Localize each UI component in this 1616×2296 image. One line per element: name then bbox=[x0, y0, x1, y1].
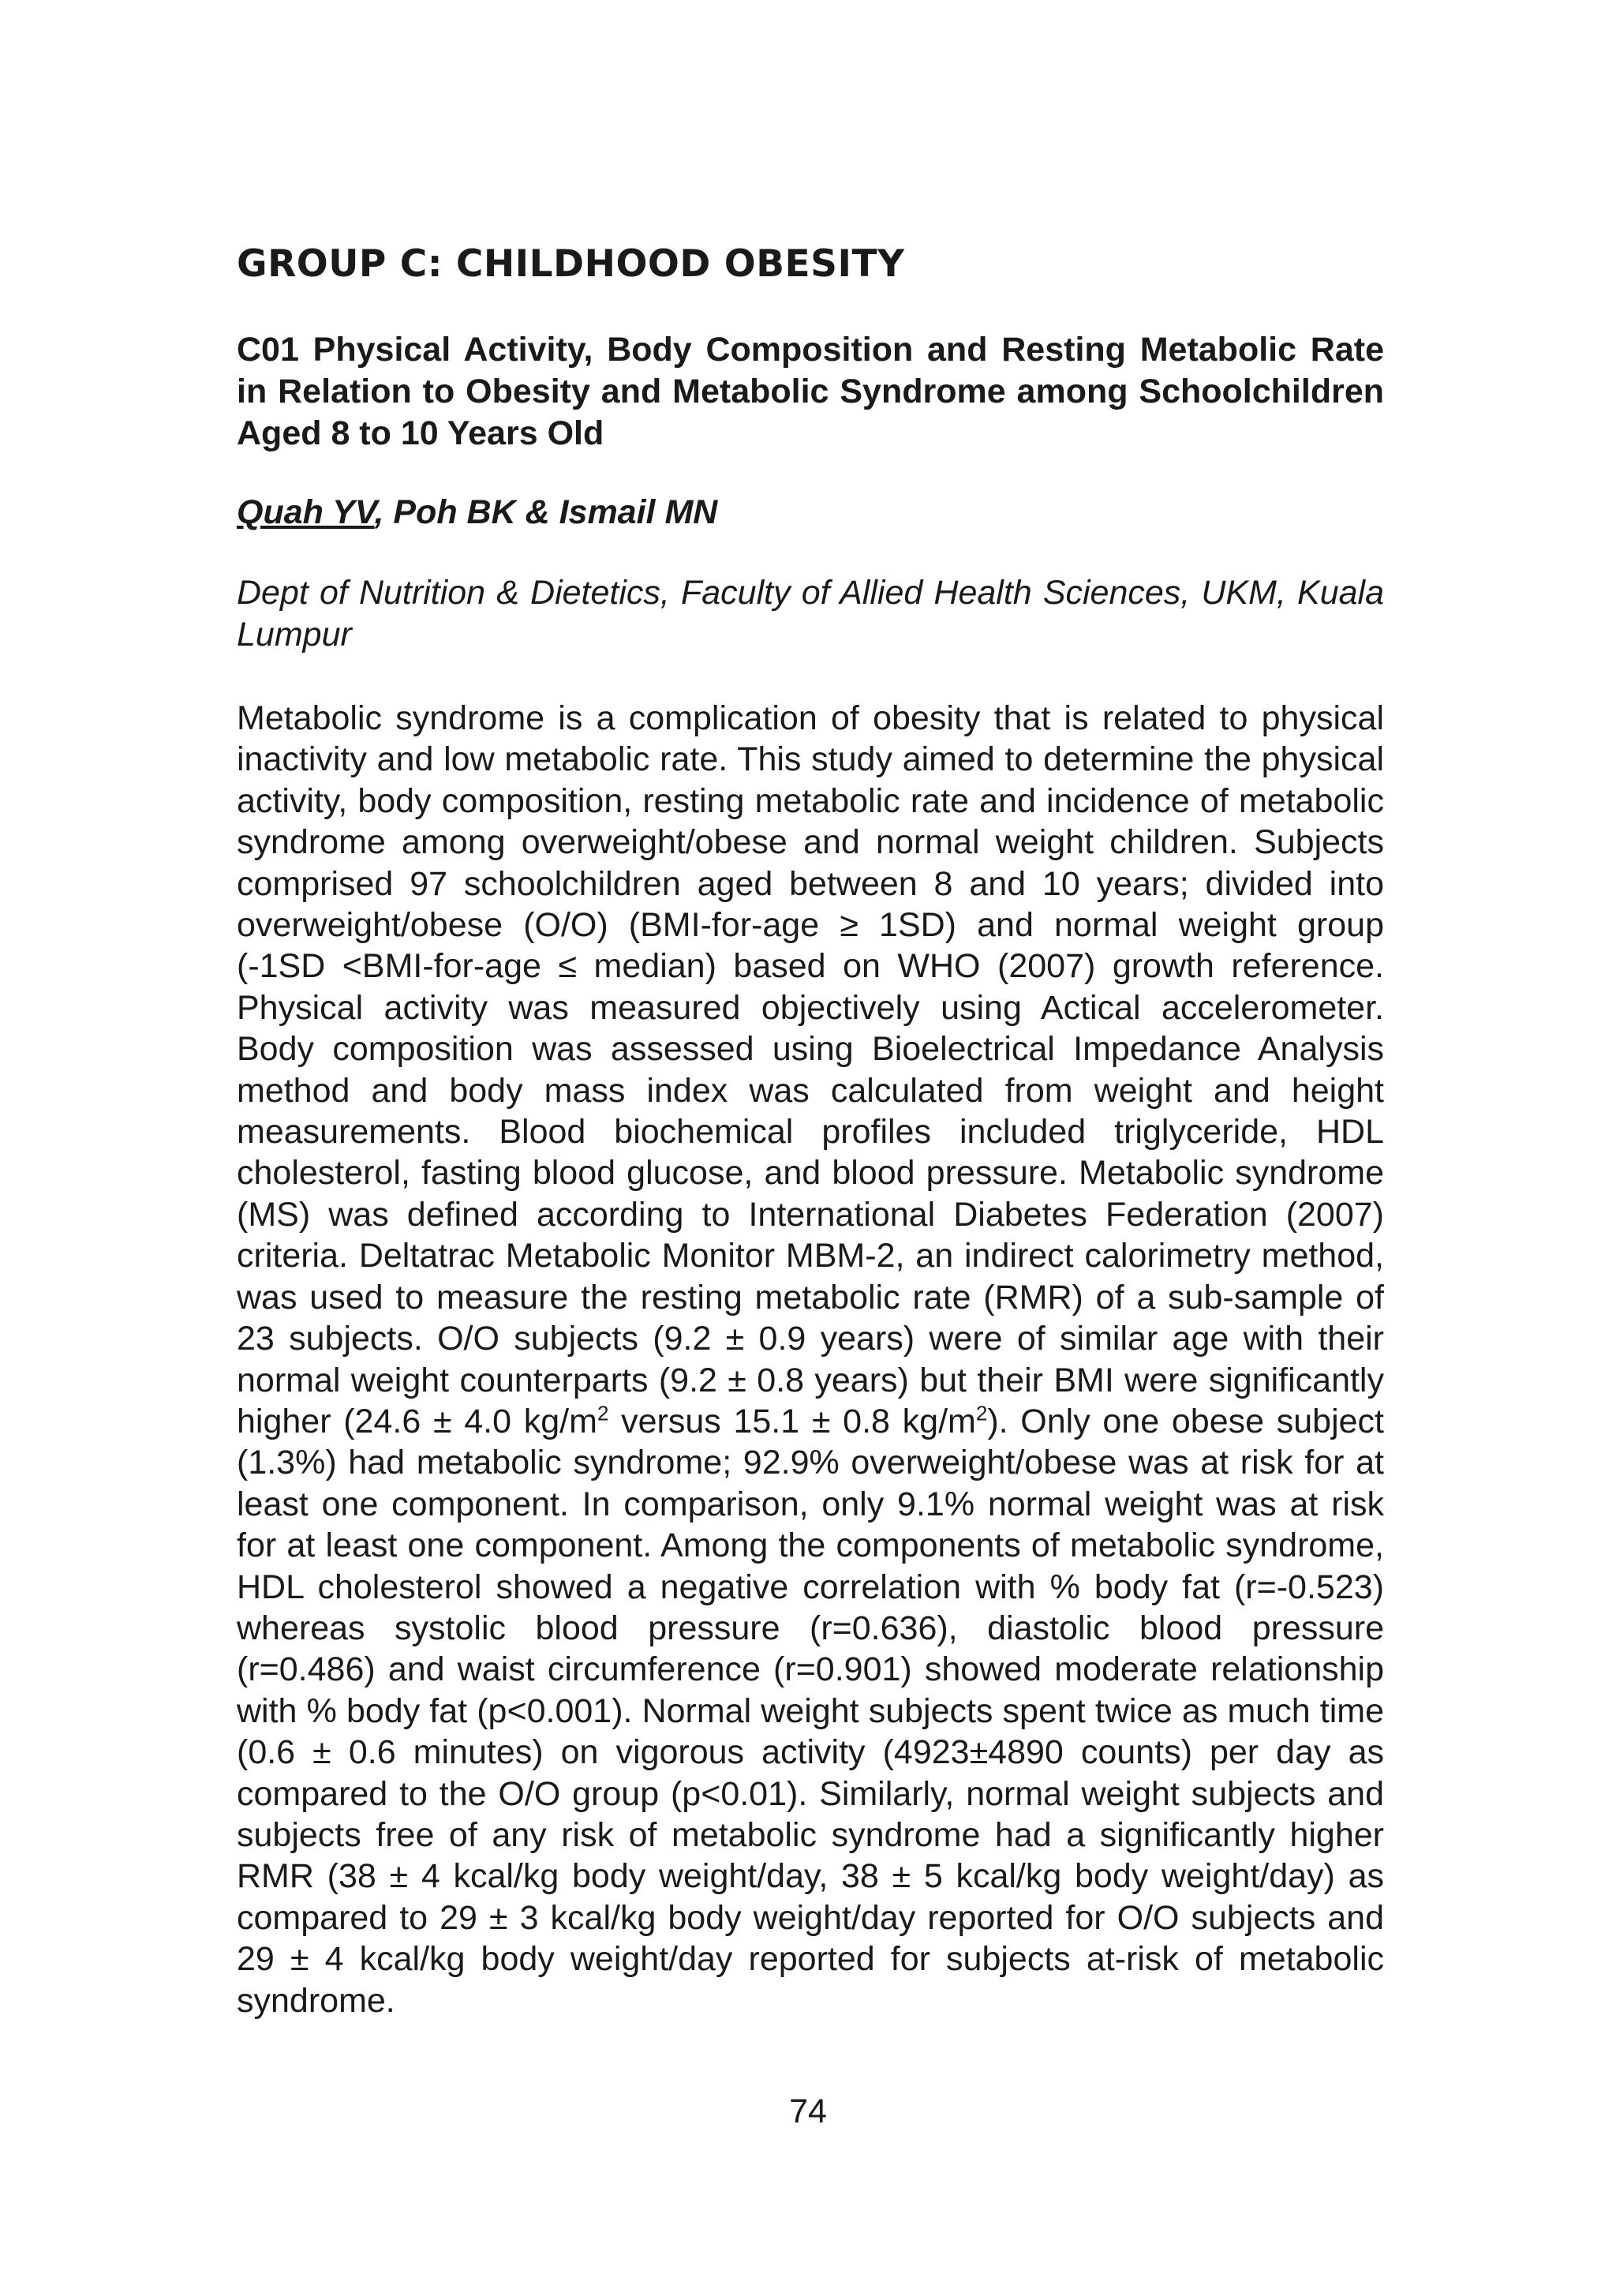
abstract-title: C01 Physical Activity, Body Composition and Resting Metabolic Rate in Relation to Obesity and Metabolic Syndrome among Schoolchildren Aged 8 to 10 Years Old bbox=[237, 331, 1384, 452]
document-page bbox=[237, 237, 1384, 2021]
superscript-squared-2: 2 bbox=[975, 1401, 988, 1425]
superscript-squared-1: 2 bbox=[597, 1401, 609, 1425]
presenting-author: Quah YV bbox=[237, 493, 375, 531]
abstract-body-part-3: ). Only one obese subject (1.3%) had metabolic syndrome; 92.9% overweight/obese was at risk for at least one component. In comparison, only 9.1% normal weight was at risk for at least one component. Among the components of metabolic syndrome, HDL cholesterol showed a negative correlation with % body fat (r=-0.523) whereas systolic blood pressure (r=0.636), diastolic blood pressure (r=0.486) and waist circumference (r=0.901) showed moderate relationship with % body fat (p<0.001). Normal weight subjects spent twice as much time (0.6 ± 0.6 minutes) on vigorous activity (4923±4890 counts) per day as compared to the O/O group (p<0.01). Similarly, normal weight subjects and subjects free of any risk of metabolic syndrome had a significantly higher RMR (38 ± 4 kcal/kg body weight/day, 38 ± 5 kcal/kg body weight/day) as compared to 29 ± 3 kcal/kg body weight/day reported for O/O subjects and 29 ± 4 kcal/kg body weight/day reported for subjects at-risk of metabolic syndrome. bbox=[237, 1402, 1384, 2020]
abstract-body-part-2: versus 15.1 ± 0.8 kg/m bbox=[608, 1402, 976, 1440]
co-authors: , Poh BK & Ismail MN bbox=[374, 493, 718, 531]
affiliation: Dept of Nutrition & Dietetics, Faculty of Allied Health Sciences, UKM, Kuala Lumpur bbox=[237, 574, 1384, 654]
group-heading: GROUP C: CHILDHOOD OBESITY bbox=[237, 242, 905, 286]
author-list bbox=[237, 492, 1384, 534]
page-number: 74 bbox=[789, 2092, 827, 2130]
abstract-body bbox=[237, 698, 1384, 2021]
abstract-body-part-1: Metabolic syndrome is a complication of obesity that is related to physical inactivity and low metabolic rate. This study aimed to determine the physical activity, body composition, resting metabolic rate and incidence of metabolic syndrome among overweight/obese and normal weight children. Subjects comprised 97 schoolchildren aged between 8 and 10 years; divided into overweight/obese (O/O) (BMI-for-age ≥ 1SD) and normal weight group (-1SD <BMI-for-age ≤ median) based on WHO (2007) growth reference. Physical activity was measured objectively using Actical accelerometer. Body composition was assessed using Bioelectrical Impedance Analysis method and body mass index was calculated from weight and height measurements. Blood biochemical profiles included triglyceride, HDL cholesterol, fasting blood glucose, and blood pressure. Metabolic syndrome (MS) was defined according to International Diabetes Federation (2007) criteria. Deltatrac Metabolic Monitor MBM-2, an indirect calorimetry method, was used to measure the resting metabolic rate (RMR) of a sub-sample of 23 subjects. O/O subjects (9.2 ± 0.9 years) were of similar age with their normal weight counterparts (9.2 ± 0.8 years) but their BMI were significantly higher (24.6 ± 4.0 kg/m bbox=[237, 699, 1384, 1440]
